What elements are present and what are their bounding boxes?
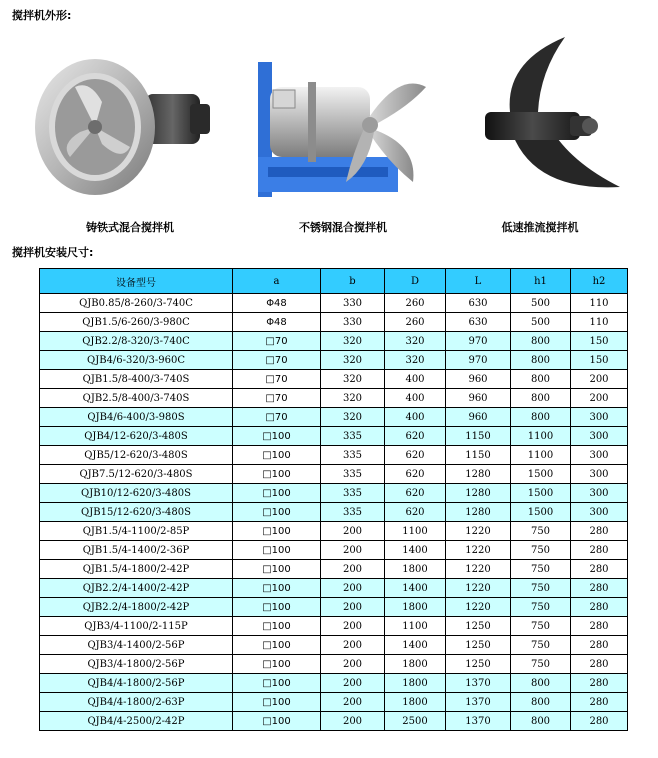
table-row — [40, 636, 628, 655]
d-cell: 1800 — [385, 693, 446, 712]
model-cell: QJB2.5/8-400/3-740S — [40, 389, 233, 408]
h2-cell: 280 — [571, 636, 628, 655]
h2-cell: 300 — [571, 503, 628, 522]
h2-cell: 280 — [571, 712, 628, 731]
a-cell: □100 — [233, 503, 321, 522]
h2-cell: 280 — [571, 560, 628, 579]
table-row — [40, 693, 628, 712]
table-row — [40, 313, 628, 332]
model-cell: QJB1.5/4-1800/2-42P — [40, 560, 233, 579]
model-cell: QJB4/6-320/3-960C — [40, 351, 233, 370]
h1-cell: 800 — [511, 332, 571, 351]
a-cell: □100 — [233, 712, 321, 731]
h1-cell: 1500 — [511, 503, 571, 522]
a-cell: □70 — [233, 389, 321, 408]
l-cell: 1280 — [446, 465, 511, 484]
table-row — [40, 370, 628, 389]
d-cell: 1800 — [385, 655, 446, 674]
h2-cell: 150 — [571, 351, 628, 370]
b-cell: 320 — [321, 332, 385, 351]
h2-cell: 280 — [571, 693, 628, 712]
h1-cell: 800 — [511, 370, 571, 389]
table-row — [40, 655, 628, 674]
l-cell: 960 — [446, 408, 511, 427]
table-row — [40, 427, 628, 446]
h1-cell: 800 — [511, 389, 571, 408]
h2-cell: 300 — [571, 427, 628, 446]
caption-low-speed-propeller: 低速推流搅拌机 — [501, 221, 579, 234]
a-cell: □100 — [233, 598, 321, 617]
h2-cell: 300 — [571, 484, 628, 503]
a-cell: Φ48 — [233, 313, 321, 332]
l-cell: 1370 — [446, 674, 511, 693]
a-cell: □100 — [233, 560, 321, 579]
d-cell: 400 — [385, 408, 446, 427]
d-cell: 620 — [385, 503, 446, 522]
l-cell: 630 — [446, 313, 511, 332]
d-cell: 400 — [385, 389, 446, 408]
column-header-a: a — [233, 269, 321, 294]
column-header-h2: h2 — [571, 269, 628, 294]
l-cell: 970 — [446, 332, 511, 351]
l-cell: 1250 — [446, 617, 511, 636]
model-cell: QJB15/12-620/3-480S — [40, 503, 233, 522]
table-row — [40, 351, 628, 370]
b-cell: 320 — [321, 370, 385, 389]
section-title-dimensions: 搅拌机安装尺寸: — [12, 246, 94, 259]
b-cell: 200 — [321, 674, 385, 693]
d-cell: 1400 — [385, 579, 446, 598]
model-cell: QJB4/6-400/3-980S — [40, 408, 233, 427]
l-cell: 1220 — [446, 579, 511, 598]
table-row — [40, 408, 628, 427]
h1-cell: 800 — [511, 712, 571, 731]
h1-cell: 750 — [511, 522, 571, 541]
table-row — [40, 617, 628, 636]
low-speed-propeller-icon — [470, 32, 630, 207]
table-row — [40, 446, 628, 465]
l-cell: 1220 — [446, 541, 511, 560]
column-header-b: b — [321, 269, 385, 294]
b-cell: 330 — [321, 313, 385, 332]
model-cell: QJB1.5/6-260/3-980C — [40, 313, 233, 332]
l-cell: 1220 — [446, 598, 511, 617]
h1-cell: 1100 — [511, 427, 571, 446]
model-cell: QJB4/12-620/3-480S — [40, 427, 233, 446]
d-cell: 620 — [385, 427, 446, 446]
table-row — [40, 712, 628, 731]
d-cell: 1800 — [385, 560, 446, 579]
a-cell: □100 — [233, 522, 321, 541]
h2-cell: 300 — [571, 465, 628, 484]
l-cell: 960 — [446, 370, 511, 389]
model-cell: QJB1.5/4-1100/2-85P — [40, 522, 233, 541]
h1-cell: 1100 — [511, 446, 571, 465]
d-cell: 260 — [385, 294, 446, 313]
d-cell: 1800 — [385, 598, 446, 617]
model-cell: QJB1.5/4-1400/2-36P — [40, 541, 233, 560]
l-cell: 1370 — [446, 712, 511, 731]
h1-cell: 750 — [511, 598, 571, 617]
h1-cell: 500 — [511, 294, 571, 313]
caption-stainless-mixer: 不锈钢混合搅拌机 — [299, 221, 387, 234]
b-cell: 335 — [321, 465, 385, 484]
table-row — [40, 579, 628, 598]
h1-cell: 750 — [511, 655, 571, 674]
a-cell: □100 — [233, 446, 321, 465]
a-cell: Φ48 — [233, 294, 321, 313]
a-cell: □100 — [233, 655, 321, 674]
l-cell: 1220 — [446, 560, 511, 579]
column-header-h1: h1 — [511, 269, 571, 294]
d-cell: 1400 — [385, 636, 446, 655]
b-cell: 320 — [321, 351, 385, 370]
model-cell: QJB0.85/8-260/3-740C — [40, 294, 233, 313]
b-cell: 335 — [321, 427, 385, 446]
b-cell: 200 — [321, 636, 385, 655]
b-cell: 200 — [321, 598, 385, 617]
h1-cell: 750 — [511, 560, 571, 579]
h2-cell: 280 — [571, 598, 628, 617]
l-cell: 1280 — [446, 484, 511, 503]
table-row — [40, 465, 628, 484]
cast-iron-mixer-icon — [30, 32, 220, 207]
h2-cell: 280 — [571, 541, 628, 560]
model-cell: QJB7.5/12-620/3-480S — [40, 465, 233, 484]
b-cell: 200 — [321, 693, 385, 712]
a-cell: □70 — [233, 370, 321, 389]
table-row — [40, 389, 628, 408]
b-cell: 320 — [321, 389, 385, 408]
h2-cell: 200 — [571, 370, 628, 389]
table-row — [40, 522, 628, 541]
h1-cell: 750 — [511, 617, 571, 636]
h1-cell: 1500 — [511, 484, 571, 503]
h2-cell: 110 — [571, 313, 628, 332]
model-cell: QJB2.2/4-1800/2-42P — [40, 598, 233, 617]
model-cell: QJB2.2/4-1400/2-42P — [40, 579, 233, 598]
h1-cell: 750 — [511, 541, 571, 560]
b-cell: 200 — [321, 579, 385, 598]
d-cell: 620 — [385, 446, 446, 465]
a-cell: □100 — [233, 465, 321, 484]
a-cell: □100 — [233, 579, 321, 598]
stainless-mixer-icon — [248, 32, 438, 207]
model-cell: QJB3/4-1400/2-56P — [40, 636, 233, 655]
h1-cell: 800 — [511, 674, 571, 693]
section-title-shape: 搅拌机外形: — [12, 9, 72, 22]
b-cell: 335 — [321, 503, 385, 522]
l-cell: 1150 — [446, 427, 511, 446]
h2-cell: 280 — [571, 674, 628, 693]
h2-cell: 300 — [571, 408, 628, 427]
b-cell: 200 — [321, 541, 385, 560]
h1-cell: 800 — [511, 408, 571, 427]
h1-cell: 800 — [511, 693, 571, 712]
model-cell: QJB1.5/8-400/3-740S — [40, 370, 233, 389]
a-cell: □100 — [233, 427, 321, 446]
l-cell: 1250 — [446, 655, 511, 674]
d-cell: 620 — [385, 465, 446, 484]
model-cell: QJB4/4-1800/2-56P — [40, 674, 233, 693]
l-cell: 1370 — [446, 693, 511, 712]
h1-cell: 750 — [511, 579, 571, 598]
d-cell: 1100 — [385, 617, 446, 636]
table-row — [40, 503, 628, 522]
d-cell: 260 — [385, 313, 446, 332]
h1-cell: 1500 — [511, 465, 571, 484]
a-cell: □100 — [233, 617, 321, 636]
table-header-row — [40, 269, 628, 294]
h2-cell: 280 — [571, 617, 628, 636]
caption-cast-iron-mixer: 铸铁式混合搅拌机 — [86, 221, 174, 234]
d-cell: 1400 — [385, 541, 446, 560]
b-cell: 200 — [321, 655, 385, 674]
b-cell: 335 — [321, 484, 385, 503]
a-cell: □70 — [233, 351, 321, 370]
d-cell: 1800 — [385, 674, 446, 693]
h2-cell: 200 — [571, 389, 628, 408]
model-cell: QJB4/4-2500/2-42P — [40, 712, 233, 731]
a-cell: □70 — [233, 332, 321, 351]
column-header-d: D — [385, 269, 446, 294]
l-cell: 960 — [446, 389, 511, 408]
d-cell: 2500 — [385, 712, 446, 731]
a-cell: □70 — [233, 408, 321, 427]
table-row — [40, 332, 628, 351]
model-cell: QJB3/4-1100/2-115P — [40, 617, 233, 636]
b-cell: 200 — [321, 617, 385, 636]
a-cell: □100 — [233, 636, 321, 655]
table-row — [40, 560, 628, 579]
column-header-model: 设备型号 — [40, 269, 233, 294]
d-cell: 320 — [385, 351, 446, 370]
a-cell: □100 — [233, 541, 321, 560]
h2-cell: 280 — [571, 655, 628, 674]
d-cell: 620 — [385, 484, 446, 503]
l-cell: 1150 — [446, 446, 511, 465]
table-row — [40, 598, 628, 617]
l-cell: 970 — [446, 351, 511, 370]
table-row — [40, 484, 628, 503]
a-cell: □100 — [233, 674, 321, 693]
h2-cell: 110 — [571, 294, 628, 313]
model-cell: QJB2.2/8-320/3-740C — [40, 332, 233, 351]
specification-table — [39, 268, 628, 731]
h1-cell: 800 — [511, 351, 571, 370]
b-cell: 200 — [321, 560, 385, 579]
b-cell: 320 — [321, 408, 385, 427]
column-header-l: L — [446, 269, 511, 294]
h2-cell: 280 — [571, 522, 628, 541]
h1-cell: 750 — [511, 636, 571, 655]
h1-cell: 500 — [511, 313, 571, 332]
l-cell: 1250 — [446, 636, 511, 655]
b-cell: 330 — [321, 294, 385, 313]
h2-cell: 280 — [571, 579, 628, 598]
h2-cell: 150 — [571, 332, 628, 351]
a-cell: □100 — [233, 693, 321, 712]
model-cell: QJB10/12-620/3-480S — [40, 484, 233, 503]
a-cell: □100 — [233, 484, 321, 503]
l-cell: 1280 — [446, 503, 511, 522]
h2-cell: 300 — [571, 446, 628, 465]
b-cell: 200 — [321, 712, 385, 731]
d-cell: 320 — [385, 332, 446, 351]
model-cell: QJB5/12-620/3-480S — [40, 446, 233, 465]
l-cell: 630 — [446, 294, 511, 313]
table-row — [40, 541, 628, 560]
table-row — [40, 294, 628, 313]
b-cell: 335 — [321, 446, 385, 465]
model-cell: QJB4/4-1800/2-63P — [40, 693, 233, 712]
table-row — [40, 674, 628, 693]
model-cell: QJB3/4-1800/2-56P — [40, 655, 233, 674]
b-cell: 200 — [321, 522, 385, 541]
l-cell: 1220 — [446, 522, 511, 541]
d-cell: 1100 — [385, 522, 446, 541]
d-cell: 400 — [385, 370, 446, 389]
